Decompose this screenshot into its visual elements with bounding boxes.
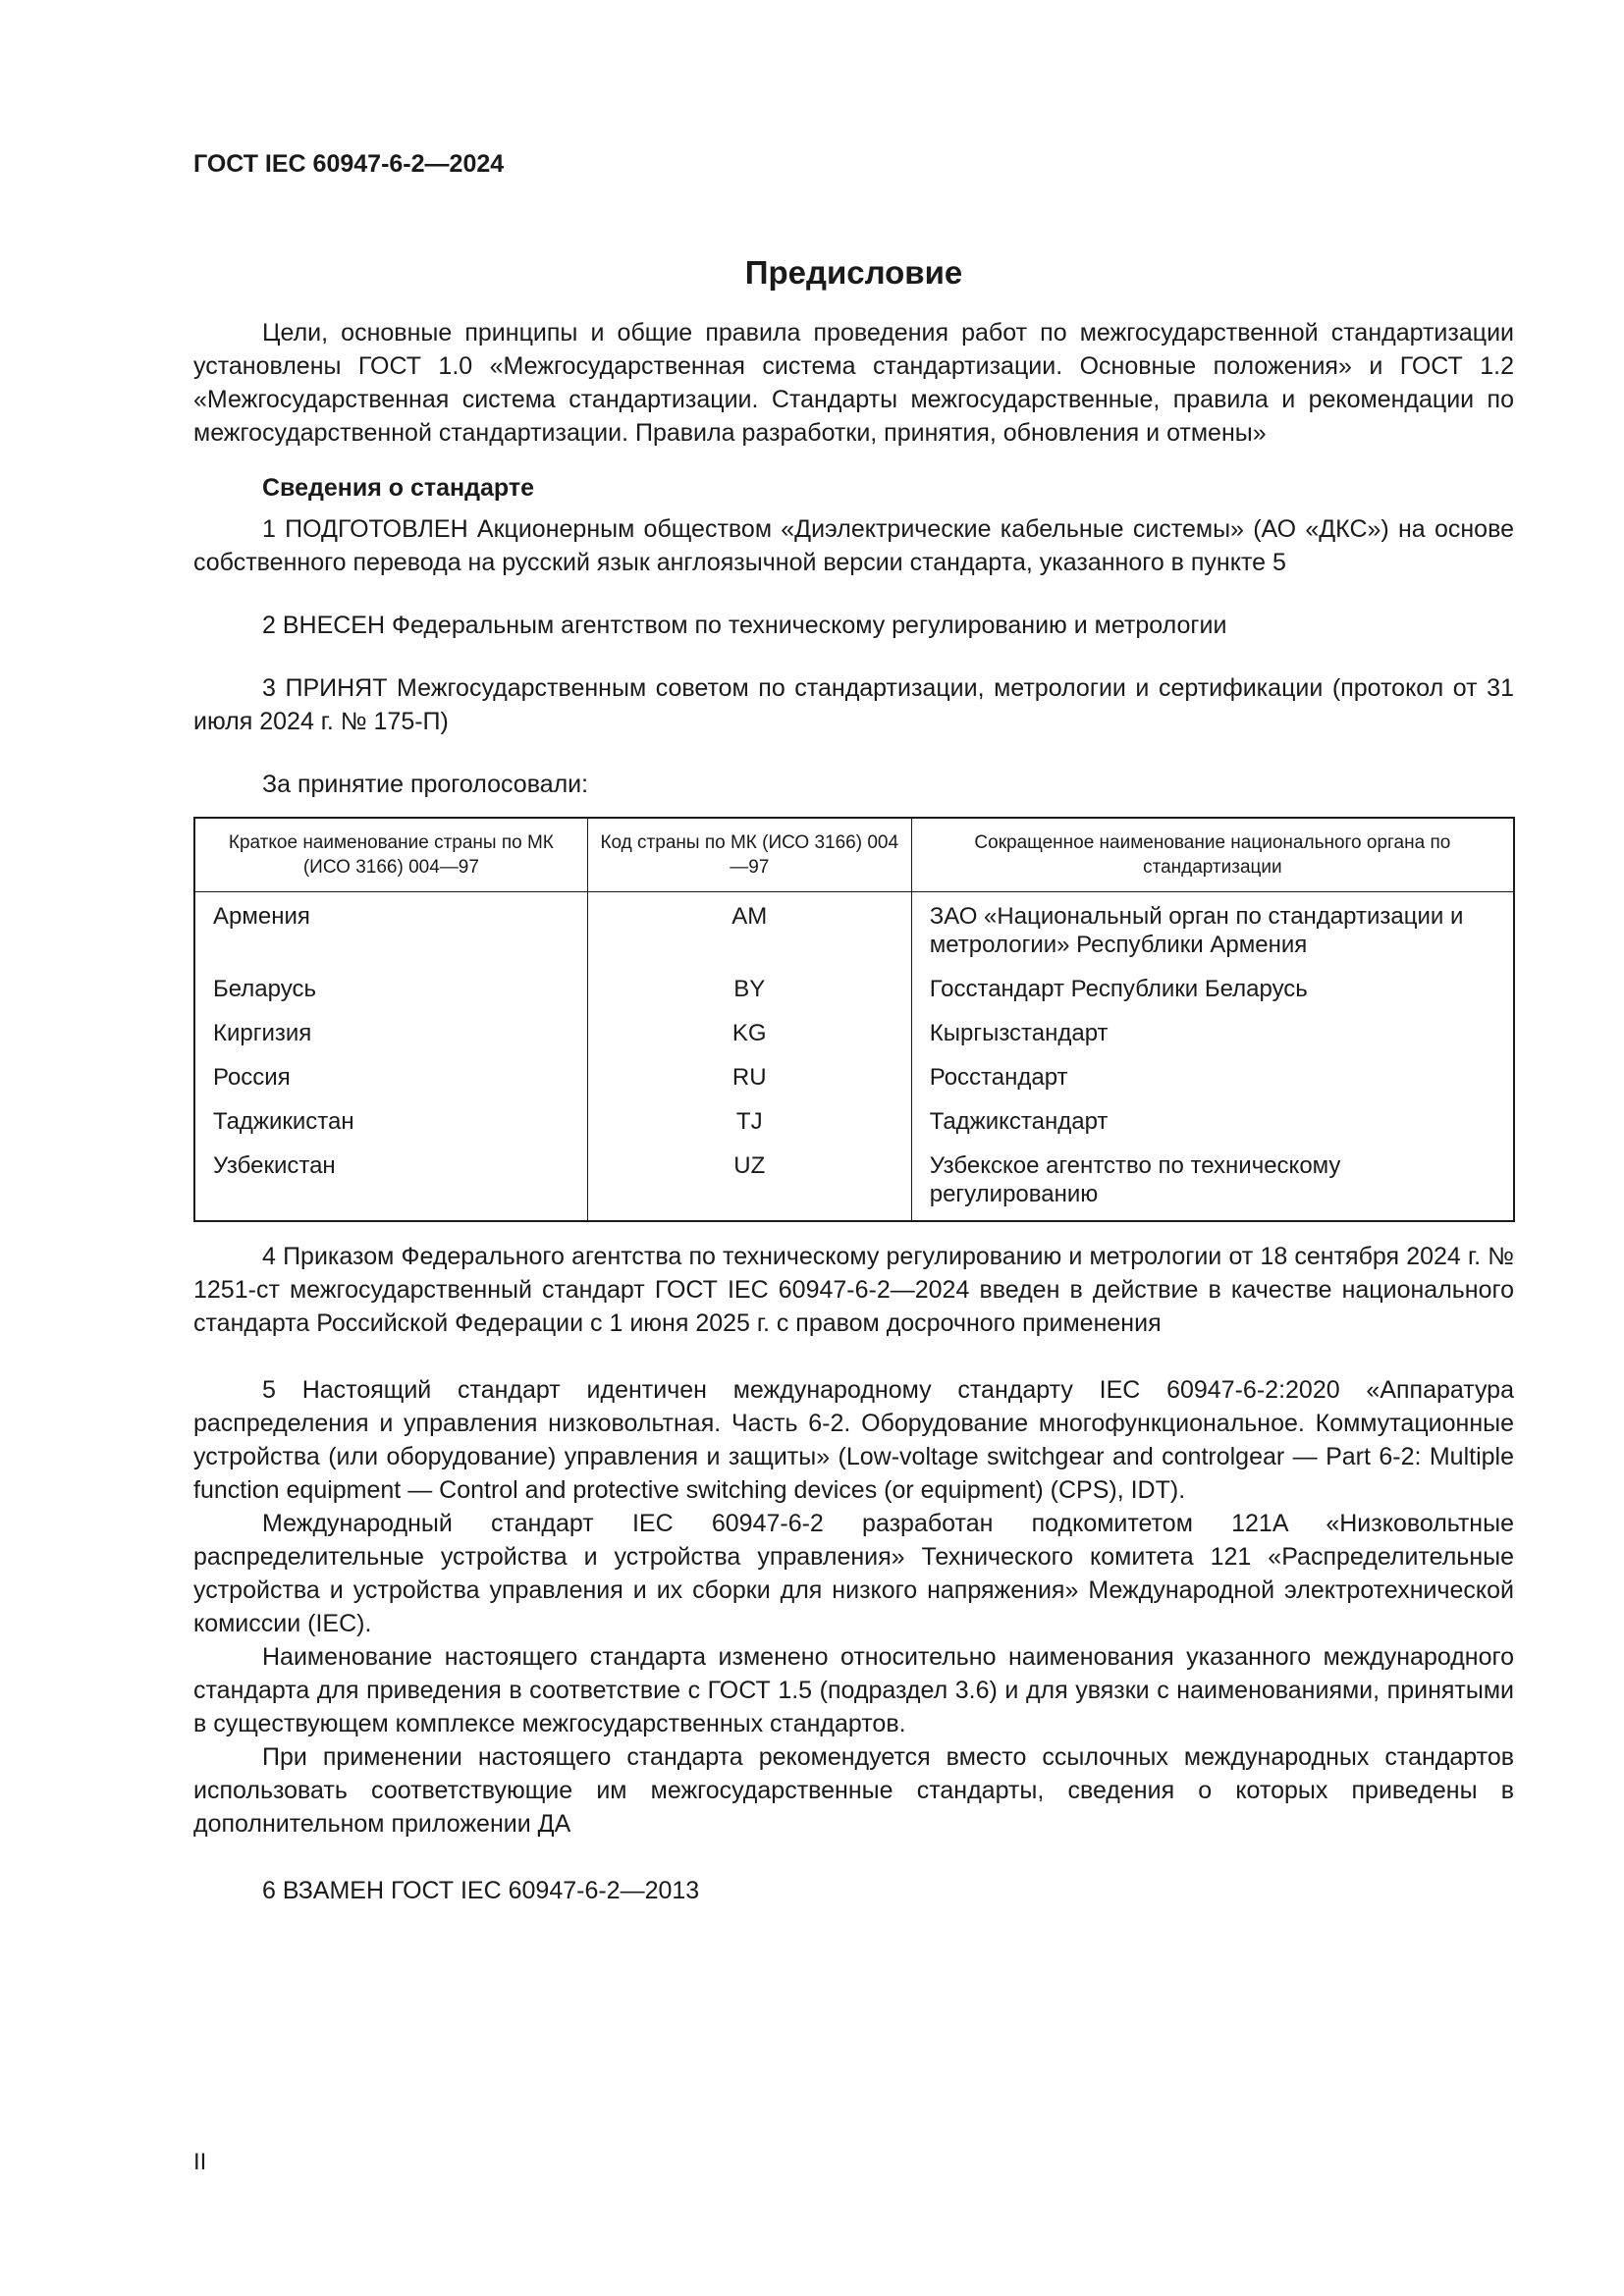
page-number: II <box>193 2149 207 2175</box>
table-cell-code: AM <box>587 892 911 970</box>
table-cell-code: KG <box>587 1013 911 1057</box>
item-5-title-paragraph: Наименование настоящего стандарта изменено относительно наименования указанного международного стандарта для приведения в соответствие с ГОСТ 1.5 (подраздел 3.6) и для увязки с наименованиями, принятыми в существующем комплексе межгосударственных стандартов. <box>193 1643 1514 1737</box>
table-cell-country: Армения <box>194 892 587 970</box>
table-cell-country: Россия <box>194 1057 587 1101</box>
item-2-paragraph: 2 ВНЕСЕН Федеральным агентством по техническому регулированию и метрологии <box>262 612 1227 639</box>
table-header-code: Код страны по МК (ИСО 3166) 004—97 <box>587 818 911 892</box>
table-header-row <box>194 818 1514 892</box>
table-cell-body: Таджикстандарт <box>911 1101 1514 1146</box>
table-cell-code: RU <box>587 1057 911 1101</box>
table-cell-body: Госстандарт Республики Беларусь <box>911 969 1514 1013</box>
table-row <box>194 1101 1514 1146</box>
table-header-body: Сокращенное наименование национального органа по стандартизации <box>911 818 1514 892</box>
item-5-references-paragraph: При применении настоящего стандарта рекомендуется вместо ссылочных международных стандартов использовать соответствующие им межгосударственные стандарты, сведения о которых приведены в дополнительном приложении ДА <box>193 1743 1514 1838</box>
table-cell-code: UZ <box>587 1146 911 1221</box>
item-5-paragraph: 5 Настоящий стандарт идентичен международному стандарту IEC 60947-6-2:2020 «Аппаратура распределения и управления низковольтная. Часть 6-2. Оборудование многофункциональное. Коммутационные устройства (или оборудование) управления и защиты» (Low-voltage switchgear and controlgear — Part 6-2: Multiple function equipment — Control and protective switching devices (or equipment) (CPS), IDT). <box>193 1376 1514 1504</box>
item-4-paragraph: 4 Приказом Федерального агентства по техническому регулированию и метрологии от 18 сентября 2024 г. № 1251-ст межгосударственный стандарт ГОСТ IEC 60947-6-2—2024 введен в действие в качестве национального стандарта Российской Федерации с 1 июня 2025 г. с правом досрочного применения <box>193 1243 1514 1337</box>
table-header-country: Краткое наименование страны по МК (ИСО 3166) 004—97 <box>194 818 587 892</box>
vote-label: За принятие проголосовали: <box>262 771 589 798</box>
intro-paragraph: Цели, основные принципы и общие правила проведения работ по межгосударственной стандартизации установлены ГОСТ 1.0 «Межгосударственная система стандартизации. Основные положения» и ГОСТ 1.2 «Межгосударственная система стандартизации. Стандарты межгосударственные, правила и рекомендации по межгосударственной стандартизации. Правила разработки, принятия, обновления и отмены» <box>193 319 1514 447</box>
table-cell-country: Беларусь <box>194 969 587 1013</box>
table-row <box>194 892 1514 970</box>
item-5-iec-paragraph: Международный стандарт IEC 60947-6-2 разработан подкомитетом 121A «Низковольтные распределительные устройства и устройства управления» Технического комитета 121 «Распределительные устройства и устройства управления и их сборки для низкого напряжения» Международной электротехнической комиссии (IEC). <box>193 1510 1514 1637</box>
table-row <box>194 1146 1514 1221</box>
table-row <box>194 1013 1514 1057</box>
table-cell-country: Таджикистан <box>194 1101 587 1146</box>
document-code-header: ГОСТ IEC 60947-6-2—2024 <box>193 150 505 178</box>
table-cell-body: Кыргызстандарт <box>911 1013 1514 1057</box>
table-cell-country: Узбекистан <box>194 1146 587 1221</box>
table-cell-body: Росстандарт <box>911 1057 1514 1101</box>
document-page <box>193 147 1514 1907</box>
table-cell-country: Киргизия <box>194 1013 587 1057</box>
table-cell-body: ЗАО «Национальный орган по стандартизации и метрологии» Республики Армения <box>911 892 1514 970</box>
item-1-paragraph: 1 ПОДГОТОВЛЕН Акционерным обществом «Диэлектрические кабельные системы» (АО «ДКС») на основе собственного перевода на русский язык англоязычной версии стандарта, указанного в пункте 5 <box>193 515 1514 576</box>
standard-info-heading: Сведения о стандарте <box>262 474 535 502</box>
table-cell-code: BY <box>587 969 911 1013</box>
page-title: Предисловие <box>744 254 963 291</box>
table-row <box>194 969 1514 1013</box>
table-cell-code: TJ <box>587 1101 911 1146</box>
item-3-paragraph: 3 ПРИНЯТ Межгосударственным советом по стандартизации, метрологии и сертификации (протокол от 31 июля 2024 г. № 175-П) <box>193 674 1514 735</box>
table-row <box>194 1057 1514 1101</box>
item-6-paragraph: 6 ВЗАМЕН ГОСТ IEC 60947-6-2—2013 <box>262 1877 700 1904</box>
voting-countries-table <box>193 817 1515 1222</box>
table-cell-body: Узбекское агентство по техническому регулированию <box>911 1146 1514 1221</box>
